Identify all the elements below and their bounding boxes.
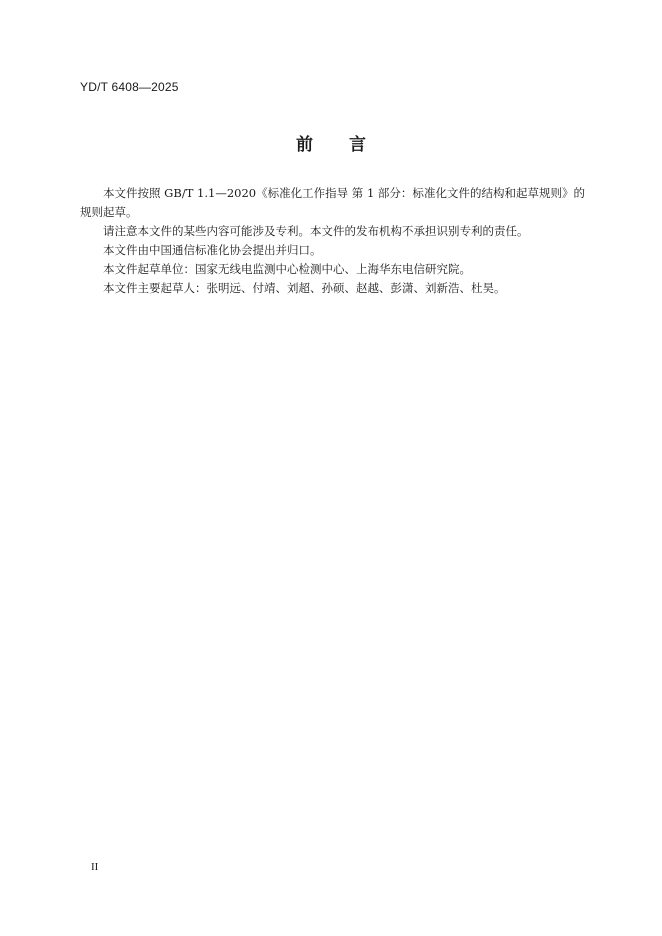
- paragraph-drafting-rules: 本文件按照 GB/T 1.1—2020《标准化工作指导 第 1 部分：标准化文件的结构和起草规则》的规则起草。: [80, 186, 585, 219]
- page-title: 前言: [296, 135, 402, 155]
- paragraph-drafting-units: 本文件起草单位：国家无线电监测中心检测中心、上海华东电信研究院。: [103, 262, 471, 276]
- faint-watermark: [155, 905, 505, 919]
- paragraph-patent-notice: 请注意本文件的某些内容可能涉及专利。本文件的发布机构不承担识别专利的责任。: [103, 224, 529, 238]
- document-code: YD/T 6408—2025: [80, 80, 179, 94]
- foreword-body: [80, 184, 585, 298]
- paragraph-drafters: 本文件主要起草人：张明远、付靖、刘超、孙硕、赵越、彭潇、刘新浩、杜昊。: [103, 281, 506, 295]
- paragraph-proposer: 本文件由中国通信标准化协会提出并归口。: [103, 243, 322, 257]
- page-number: II: [91, 861, 99, 873]
